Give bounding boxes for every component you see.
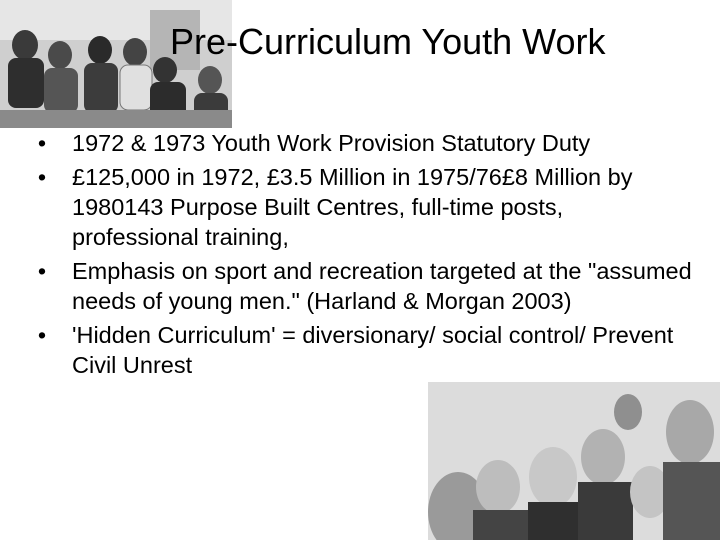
- youth-crowd-photo-bottom-right: [428, 382, 720, 540]
- bullet-text: £125,000 in 1972, £3.5 Million in 1975/76£8 Million by 1980143 Purpose Built Centres, full-time posts, professional training,: [72, 164, 633, 250]
- bullet-text: 1972 & 1973 Youth Work Provision Statutory Duty: [72, 130, 591, 156]
- bullet-item: [32, 162, 692, 252]
- bullet-item: [32, 320, 692, 380]
- slide-title: Pre-Curriculum Youth Work: [170, 21, 606, 62]
- bullet-marker: •: [37, 130, 47, 156]
- bullet-item: [32, 128, 692, 158]
- bullet-text: 'Hidden Curriculum' = diversionary/ social control/ Prevent Civil Unrest: [72, 322, 674, 378]
- bullet-marker: •: [37, 322, 47, 348]
- bullet-list: [32, 128, 692, 384]
- bullet-marker: •: [37, 258, 47, 284]
- bullet-marker: •: [37, 164, 47, 190]
- bullet-item: [32, 256, 692, 316]
- bullet-text: Emphasis on sport and recreation targeted at the "assumed needs of young men." (Harland & Morgan 2003): [72, 258, 692, 314]
